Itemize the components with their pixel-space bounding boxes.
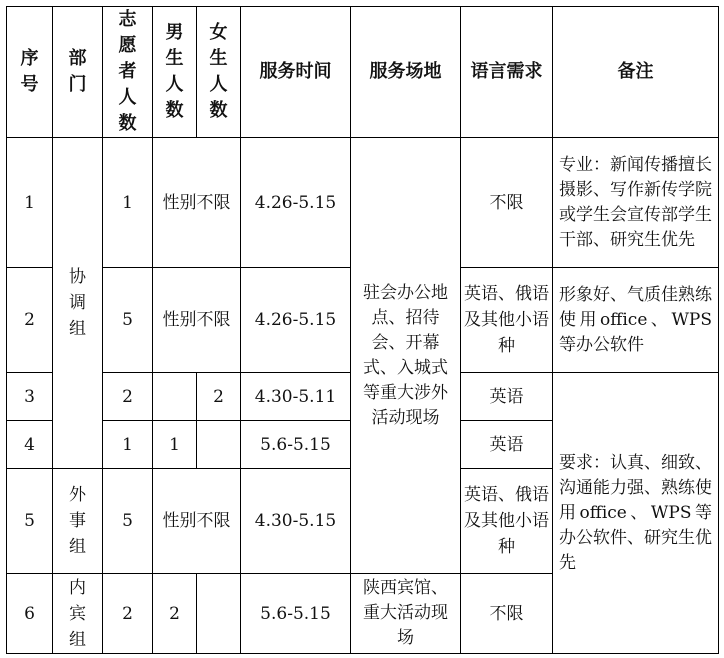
cell-language: 英语、俄语及其他小语种: [461, 469, 553, 574]
header-place: 服务场地: [351, 7, 461, 138]
header-seq: 序号: [7, 7, 53, 138]
cell-volunteers: 1: [103, 421, 153, 469]
cell-seq: 1: [7, 138, 53, 268]
cell-volunteers: 1: [103, 138, 153, 268]
volunteer-table: [6, 6, 719, 654]
cell-time: 4.26-5.15: [241, 138, 351, 268]
cell-volunteers: 5: [103, 469, 153, 574]
cell-dept: 协调组: [53, 138, 103, 469]
cell-language: 不限: [461, 574, 553, 654]
header-time: 服务时间: [241, 7, 351, 138]
cell-gender: 性别不限: [153, 138, 241, 268]
cell-female: [197, 574, 241, 654]
cell-male: [153, 373, 197, 421]
cell-language: 英语: [461, 373, 553, 421]
cell-dept: 外事组: [53, 469, 103, 574]
cell-remark: 要求：认真、细致、沟通能力强、熟练使用office、WPS等办公软件、研究生优先: [553, 373, 719, 654]
cell-time: 5.6-5.15: [241, 421, 351, 469]
cell-volunteers: 2: [103, 373, 153, 421]
cell-place: 陕西宾馆、重大活动现场: [351, 574, 461, 654]
cell-language: 英语: [461, 421, 553, 469]
header-row: [7, 7, 719, 138]
header-male: 男生人数: [153, 7, 197, 138]
cell-place: 驻会办公地点、招待会、开幕式、入城式等重大涉外活动现场: [351, 138, 461, 574]
cell-gender: 性别不限: [153, 469, 241, 574]
header-female: 女生人数: [197, 7, 241, 138]
cell-seq: 6: [7, 574, 53, 654]
cell-time: 4.26-5.15: [241, 268, 351, 373]
cell-male: 1: [153, 421, 197, 469]
cell-male: 2: [153, 574, 197, 654]
cell-remark: 专业：新闻传播擅长摄影、写作新传学院或学生会宣传部学生干部、研究生优先: [553, 138, 719, 268]
cell-female: [197, 421, 241, 469]
table-row: [7, 138, 719, 268]
cell-seq: 5: [7, 469, 53, 574]
header-dept: 部门: [53, 7, 103, 138]
cell-seq: 4: [7, 421, 53, 469]
cell-language: 英语、俄语及其他小语种: [461, 268, 553, 373]
cell-dept: 内宾组: [53, 574, 103, 654]
cell-remark: 形象好、气质佳熟练使用office、WPS等办公软件: [553, 268, 719, 373]
cell-female: 2: [197, 373, 241, 421]
header-remark: 备注: [553, 7, 719, 138]
cell-language: 不限: [461, 138, 553, 268]
cell-time: 4.30-5.15: [241, 469, 351, 574]
cell-seq: 2: [7, 268, 53, 373]
cell-seq: 3: [7, 373, 53, 421]
header-language: 语言需求: [461, 7, 553, 138]
cell-volunteers: 2: [103, 574, 153, 654]
cell-time: 5.6-5.15: [241, 574, 351, 654]
cell-time: 4.30-5.11: [241, 373, 351, 421]
cell-gender: 性别不限: [153, 268, 241, 373]
header-volunteers: 志愿者人数: [103, 7, 153, 138]
cell-volunteers: 5: [103, 268, 153, 373]
